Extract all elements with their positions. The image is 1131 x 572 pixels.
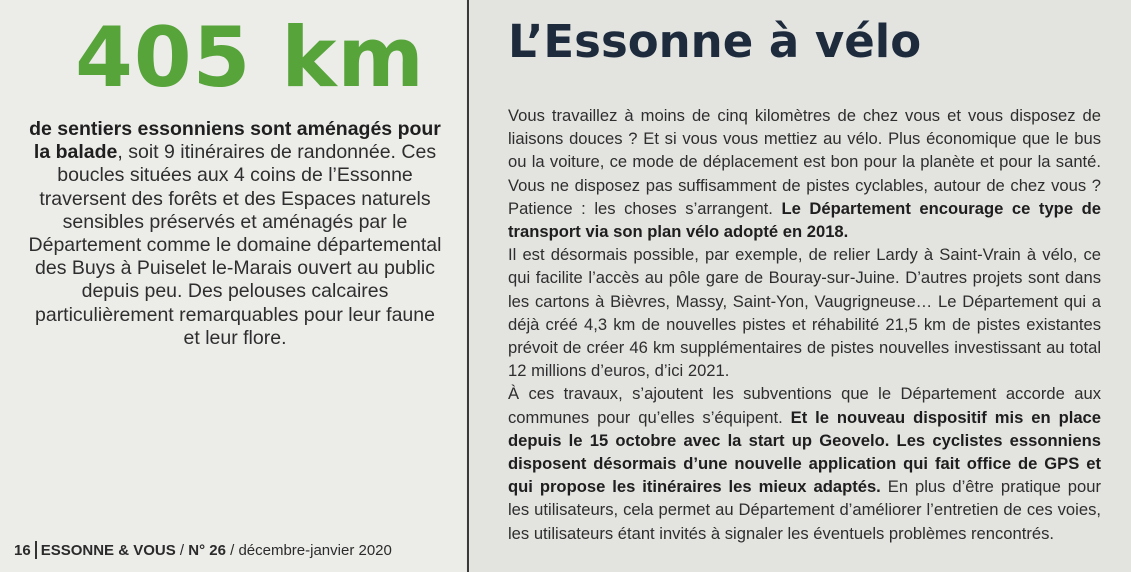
- issue-date: décembre-janvier 2020: [238, 542, 392, 559]
- page-footer: [14, 541, 392, 561]
- paragraph-1-bold: Le Département encourage ce type de transport via son plan vélo adopté en 2018.: [508, 198, 1101, 242]
- footer-divider: [35, 541, 37, 559]
- left-page: [0, 0, 466, 572]
- stat-lead-rest: , soit 9 itinéraires de randonnée. Ces boucles situées aux 4 coins de l’Essonne traversent des forêts et des Espaces naturels sensibles préservés et aménagés par le Département comme le domaine départemental des Buys à Puiselet le-Marais ouvert au public depuis peu. Des pelouses calcaires particulièrement remarquables pour leur faune et leur flore.: [28, 141, 442, 349]
- article-body: [508, 104, 1101, 545]
- paragraph-1-text: Vous travaillez à moins de cinq kilomètres de chez vous et vous disposez de liaisons douces ? Et si vous vous mettiez au vélo. Plus économique que le bus ou la voiture, ce mode de déplacement est bon pour la planète et pour la santé. Vous ne disposez pas suffisamment de pistes cyclables, autour de chez vous ? Patience : les choses s’arrangent.: [508, 106, 1101, 218]
- page-divider: [467, 0, 469, 572]
- stat-lead-bold: de sentiers essonniens sont aménagés pour la balade: [29, 118, 441, 164]
- magazine-name: ESSONNE & VOUS: [40, 542, 176, 559]
- stat-description: [28, 118, 442, 350]
- page-number: 16: [14, 542, 31, 559]
- paragraph-3-text: À ces travaux, s’ajoutent les subventions que le Département accorde aux communes pour qu’elles s’équipent.: [508, 384, 1101, 427]
- article-title: L’Essonne à vélo: [508, 15, 922, 68]
- footer-slash-2: /: [225, 542, 239, 559]
- right-page: [470, 0, 1131, 572]
- issue-number: N° 26: [188, 542, 226, 559]
- paragraph-3-bold: Et le nouveau dispositif mis en place depuis le 15 octobre avec la start up Geovelo. Les cyclistes essonniens disposent désormais d’une nouvelle application qui fait office de GPS et qui propose les itinéraires les mieux adaptés.: [508, 407, 1102, 497]
- stat-headline: 405 km: [75, 9, 425, 106]
- footer-slash-1: /: [175, 542, 189, 559]
- paragraph-2-text: Il est désormais possible, par exemple, de relier Lardy à Saint-Vrain à vélo, ce qui facilite l’accès au pôle gare de Bouray-sur-Juine. D’autres projets sont dans les cartons à Bièvres, Massy, Saint-Yon, Vaugrigneuse… Le Département qui a déjà créé 4,3 km de nouvelles pistes et réhabilité 21,5 km de pistes existantes prévoit de créer 46 km supplémentaires de pistes nouvelles investissant au total 12 millions d’euros, d’ici 2021.: [508, 245, 1101, 381]
- paragraph-3-end: En plus d’être pratique pour les utilisateurs, cela permet au Département d’améliorer l’entretien de ces voies, les utilisateurs étant invités à signaler les éventuels problèmes rencontrés.: [508, 477, 1101, 543]
